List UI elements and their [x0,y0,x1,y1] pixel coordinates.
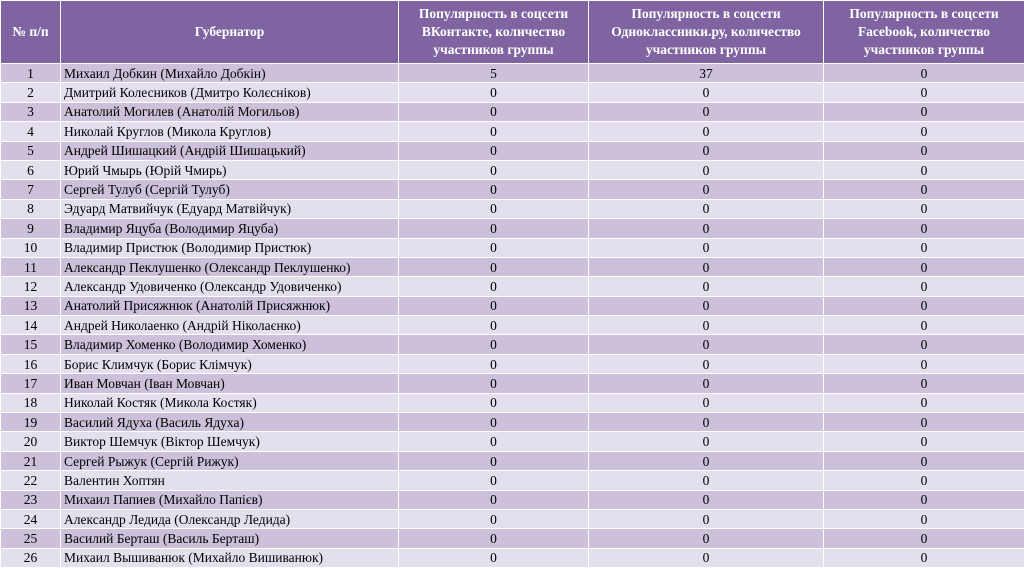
table-row [1,471,1024,490]
vkontakte-count: 0 [399,238,589,257]
vkontakte-count: 0 [399,490,589,509]
facebook-count: 0 [824,471,1024,490]
table-row [1,432,1024,451]
table-row [1,316,1024,335]
table-row [1,238,1024,257]
governor-name: Михаил Вышиванюк (Михайло Вишиванюк) [61,548,399,567]
governor-name: Иван Мовчан (Іван Мовчан) [61,374,399,393]
table-header-row [1,1,1024,64]
row-number: 26 [1,548,61,567]
row-number: 7 [1,180,61,199]
row-number: 21 [1,451,61,470]
table-row [1,509,1024,528]
table-row [1,490,1024,509]
row-number: 12 [1,277,61,296]
facebook-count: 0 [824,354,1024,373]
governor-name: Валентин Хоптян [61,471,399,490]
table-row [1,451,1024,470]
table-row [1,219,1024,238]
facebook-count: 0 [824,199,1024,218]
table-row [1,413,1024,432]
vkontakte-count: 0 [399,257,589,276]
facebook-count: 0 [824,335,1024,354]
odnoklassniki-count: 0 [589,529,824,548]
table-row [1,141,1024,160]
row-number: 20 [1,432,61,451]
odnoklassniki-count: 0 [589,354,824,373]
row-number: 3 [1,102,61,121]
row-number: 17 [1,374,61,393]
vkontakte-count: 0 [399,296,589,315]
vkontakte-count: 0 [399,102,589,121]
row-number: 9 [1,219,61,238]
table-row [1,374,1024,393]
vkontakte-count: 0 [399,160,589,179]
row-number: 11 [1,257,61,276]
facebook-count: 0 [824,529,1024,548]
facebook-count: 0 [824,64,1024,83]
row-number: 16 [1,354,61,373]
governor-name: Николай Круглов (Микола Круглов) [61,122,399,141]
row-number: 18 [1,393,61,412]
odnoklassniki-count: 0 [589,83,824,102]
facebook-count: 0 [824,432,1024,451]
facebook-count: 0 [824,219,1024,238]
table-row [1,335,1024,354]
table-row [1,296,1024,315]
facebook-count: 0 [824,238,1024,257]
odnoklassniki-count: 0 [589,219,824,238]
governor-name: Андрей Шишацкий (Андрій Шишацький) [61,141,399,160]
governor-name: Анатолий Могилев (Анатолій Могильов) [61,102,399,121]
odnoklassniki-count: 0 [589,413,824,432]
odnoklassniki-count: 0 [589,432,824,451]
table-row [1,548,1024,567]
header-odnoklassniki: Популярность в соцсети Одноклассники.ру, количество участников группы [589,1,824,64]
header-facebook: Популярность в соцсети Facebook, количество участников группы [824,1,1024,64]
odnoklassniki-count: 0 [589,238,824,257]
vkontakte-count: 0 [399,529,589,548]
governor-name: Виктор Шемчук (Віктор Шемчук) [61,432,399,451]
header-governor: Губернатор [61,1,399,64]
table-row [1,160,1024,179]
odnoklassniki-count: 0 [589,316,824,335]
row-number: 10 [1,238,61,257]
table-row [1,199,1024,218]
governor-name: Эдуард Матвийчук (Едуард Матвійчук) [61,199,399,218]
row-number: 14 [1,316,61,335]
odnoklassniki-count: 37 [589,64,824,83]
vkontakte-count: 0 [399,141,589,160]
odnoklassniki-count: 0 [589,122,824,141]
vkontakte-count: 0 [399,432,589,451]
table-row [1,257,1024,276]
governor-name: Владимир Яцуба (Володимир Яцуба) [61,219,399,238]
row-number: 19 [1,413,61,432]
odnoklassniki-count: 0 [589,277,824,296]
row-number: 24 [1,509,61,528]
vkontakte-count: 0 [399,219,589,238]
odnoklassniki-count: 0 [589,296,824,315]
row-number: 23 [1,490,61,509]
row-number: 4 [1,122,61,141]
governor-name: Владимир Хоменко (Володимир Хоменко) [61,335,399,354]
odnoklassniki-count: 0 [589,160,824,179]
facebook-count: 0 [824,102,1024,121]
facebook-count: 0 [824,490,1024,509]
facebook-count: 0 [824,277,1024,296]
facebook-count: 0 [824,160,1024,179]
odnoklassniki-count: 0 [589,141,824,160]
governor-name: Владимир Пристюк (Володимир Пристюк) [61,238,399,257]
header-number: № п/п [1,1,61,64]
table-row [1,122,1024,141]
odnoklassniki-count: 0 [589,374,824,393]
odnoklassniki-count: 0 [589,451,824,470]
vkontakte-count: 0 [399,509,589,528]
facebook-count: 0 [824,509,1024,528]
table-row [1,354,1024,373]
vkontakte-count: 0 [399,180,589,199]
governor-name: Александр Ледида (Олександр Ледида) [61,509,399,528]
facebook-count: 0 [824,257,1024,276]
vkontakte-count: 0 [399,393,589,412]
governor-name: Василий Ядуха (Василь Ядуха) [61,413,399,432]
governor-name: Борис Климчук (Борис Клімчук) [61,354,399,373]
governor-name: Анатолий Присяжнюк (Анатолій Присяжнюк) [61,296,399,315]
odnoklassniki-count: 0 [589,471,824,490]
row-number: 15 [1,335,61,354]
odnoklassniki-count: 0 [589,393,824,412]
table-row [1,102,1024,121]
odnoklassniki-count: 0 [589,335,824,354]
row-number: 13 [1,296,61,315]
facebook-count: 0 [824,122,1024,141]
facebook-count: 0 [824,180,1024,199]
governor-name: Александр Удовиченко (Олександр Удовиченко) [61,277,399,296]
vkontakte-count: 0 [399,451,589,470]
odnoklassniki-count: 0 [589,257,824,276]
vkontakte-count: 0 [399,335,589,354]
odnoklassniki-count: 0 [589,509,824,528]
odnoklassniki-count: 0 [589,199,824,218]
governor-name: Михаил Добкин (Михайло Добкін) [61,64,399,83]
table-row [1,64,1024,83]
facebook-count: 0 [824,316,1024,335]
row-number: 1 [1,64,61,83]
row-number: 6 [1,160,61,179]
facebook-count: 0 [824,83,1024,102]
odnoklassniki-count: 0 [589,102,824,121]
odnoklassniki-count: 0 [589,180,824,199]
governor-name: Дмитрий Колесников (Дмитро Колєсніков) [61,83,399,102]
row-number: 25 [1,529,61,548]
governor-name: Александр Пеклушенко (Олександр Пеклушенко) [61,257,399,276]
vkontakte-count: 0 [399,354,589,373]
vkontakte-count: 0 [399,122,589,141]
governor-name: Василий Берташ (Василь Берташ) [61,529,399,548]
facebook-count: 0 [824,374,1024,393]
facebook-count: 0 [824,393,1024,412]
vkontakte-count: 0 [399,83,589,102]
header-vkontakte: Популярность в соцсети ВКонтакте, количество участников группы [399,1,589,64]
odnoklassniki-count: 0 [589,490,824,509]
governor-name: Сергей Рыжук (Сергій Рижук) [61,451,399,470]
table-row [1,277,1024,296]
row-number: 22 [1,471,61,490]
vkontakte-count: 0 [399,316,589,335]
table-body [1,64,1024,568]
vkontakte-count: 0 [399,413,589,432]
facebook-count: 0 [824,141,1024,160]
governor-name: Андрей Николаенко (Андрій Ніколаєнко) [61,316,399,335]
governor-name: Николай Костяк (Микола Костяк) [61,393,399,412]
table-row [1,83,1024,102]
row-number: 8 [1,199,61,218]
vkontakte-count: 5 [399,64,589,83]
governor-name: Сергей Тулуб (Сергій Тулуб) [61,180,399,199]
row-number: 2 [1,83,61,102]
table-row [1,393,1024,412]
facebook-count: 0 [824,413,1024,432]
vkontakte-count: 0 [399,374,589,393]
vkontakte-count: 0 [399,471,589,490]
facebook-count: 0 [824,548,1024,567]
odnoklassniki-count: 0 [589,548,824,567]
table-row [1,180,1024,199]
row-number: 5 [1,141,61,160]
table-row [1,529,1024,548]
governor-name: Юрий Чмырь (Юрій Чмирь) [61,160,399,179]
vkontakte-count: 0 [399,548,589,567]
facebook-count: 0 [824,296,1024,315]
vkontakte-count: 0 [399,277,589,296]
facebook-count: 0 [824,451,1024,470]
governor-name: Михаил Папиев (Михайло Папієв) [61,490,399,509]
vkontakte-count: 0 [399,199,589,218]
